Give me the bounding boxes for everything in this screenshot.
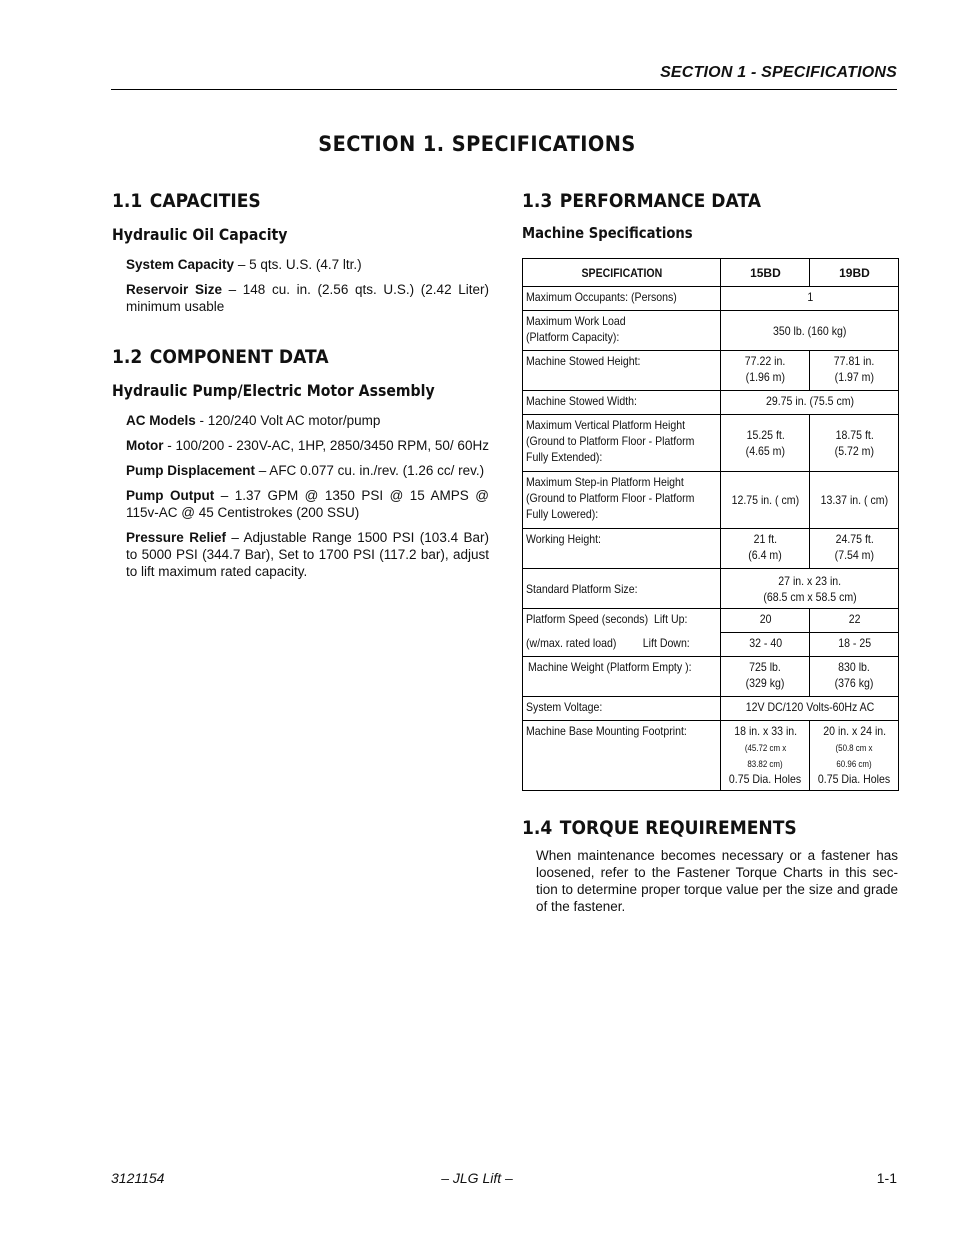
table-row: Maximum Step-in Platform Height (Ground to Platform Floor - Platform Fully Lowered): 12.75 in. ( cm) 13.37 in. ( cm) bbox=[523, 472, 899, 529]
left-column bbox=[112, 188, 489, 580]
table-header-cell: 15BD bbox=[721, 259, 810, 287]
section-heading-capacities: 1.1 CAPACITIES bbox=[112, 190, 261, 212]
spec-motor: Motor - 100/200 - 230V-AC, 1HP, 2850/3450 RPM, 50/ 60Hz bbox=[126, 438, 489, 453]
table-row: Machine Weight (Platform Empty ): 725 lb. (329 kg) 830 lb. (376 kg) bbox=[523, 657, 899, 697]
table-row: System Voltage: 12V DC/120 Volts-60Hz AC bbox=[523, 697, 899, 721]
section-heading-torque-requirements: 1.4 TORQUE REQUIREMENTS bbox=[522, 817, 797, 839]
table-row: Machine Stowed Height: 77.22 in. (1.96 m) 77.81 in. (1.97 m) bbox=[523, 351, 899, 391]
table-header-cell: 19BD bbox=[810, 259, 899, 287]
table-row: Maximum Work Load (Platform Capacity): 350 lb. (160 kg) bbox=[523, 311, 899, 351]
section-heading-component-data: 1.2 COMPONENT DATA bbox=[112, 346, 329, 368]
torque-requirements-body: When maintenance becomes necessary or a fastener has loosened, refer to the Fastener Torque Charts in this sec-tion to determine proper torque value per the size and grade of the fastener. bbox=[536, 848, 898, 914]
table-row: Machine Base Mounting Footprint: 18 in. x 33 in. (45.72 cm x 83.82 cm) 0.75 Dia. Holes 20 in. x 24 in. (50.8 cm x 60.96 cm) 0.75 Dia. Holes bbox=[523, 721, 899, 791]
footer-publisher: – JLG Lift – bbox=[441, 1170, 513, 1186]
table-row: Standard Platform Size: 27 in. x 23 in. (68.5 cm x 58.5 cm) bbox=[523, 569, 899, 609]
footer-doc-number: 3121154 bbox=[111, 1170, 165, 1186]
subheading-hydraulic-oil-capacity: Hydraulic Oil Capacity bbox=[112, 225, 288, 244]
running-header: SECTION 1 - SPECIFICATIONS bbox=[660, 64, 897, 81]
table-row: Working Height: 21 ft. (6.4 m) 24.75 ft. (7.54 m) bbox=[523, 529, 899, 569]
spec-pump-output: Pump Output – 1.37 GPM @ 1350 PSI @ 15 AMPS @ 115v-AC @ 45 Centistrokes (200 SSU) bbox=[126, 488, 489, 520]
section-heading-performance-data: 1.3 PERFORMANCE DATA bbox=[522, 190, 761, 212]
footer-page-number: 1-1 bbox=[876, 1170, 897, 1186]
spec-reservoir-size: Reservoir Size – 148 cu. in. (2.56 qts. U.S.) (2.42 Liter) minimum usable bbox=[126, 282, 489, 314]
table-header-cell: SPECIFICATION bbox=[523, 259, 721, 287]
header-rule bbox=[111, 89, 897, 90]
table-row: Maximum Vertical Platform Height (Ground to Platform Floor - Platform Fully Extended): 15.25 ft. (4.65 m) 18.75 ft. (5.72 m) bbox=[523, 415, 899, 472]
spec-pump-displacement: Pump Displacement – AFC 0.077 cu. in./rev. (1.26 cc/ rev.) bbox=[126, 463, 485, 478]
table-row: (w/max. rated load) Lift Down: 32 - 40 18 - 25 bbox=[523, 633, 899, 657]
spec-ac-models: AC Models - 120/240 Volt AC motor/pump bbox=[126, 413, 381, 428]
page-title: SECTION 1. SPECIFICATIONS bbox=[318, 132, 636, 156]
table-header-row bbox=[523, 259, 899, 287]
spec-system-capacity: System Capacity – 5 qts. U.S. (4.7 ltr.) bbox=[126, 257, 362, 272]
subheading-pump-motor-assembly: Hydraulic Pump/Electric Motor Assembly bbox=[112, 381, 435, 400]
right-column bbox=[522, 188, 898, 915]
spec-pressure-relief: Pressure Relief – Adjustable Range 1500 PSI (103.4 Bar) to 5000 PSI (344.7 Bar), Set to 1700 PSI (117.2 bar), adjust to lift maximum rated capacity. bbox=[126, 530, 489, 579]
table-row: Machine Stowed Width: 29.75 in. (75.5 cm) bbox=[523, 391, 899, 415]
table-row: Platform Speed (seconds) Lift Up: 20 22 bbox=[523, 609, 899, 633]
table-row: Maximum Occupants: (Persons) 1 bbox=[523, 287, 899, 311]
subheading-machine-specifications: Machine Specifications bbox=[522, 224, 693, 242]
machine-specifications-table bbox=[522, 258, 899, 791]
